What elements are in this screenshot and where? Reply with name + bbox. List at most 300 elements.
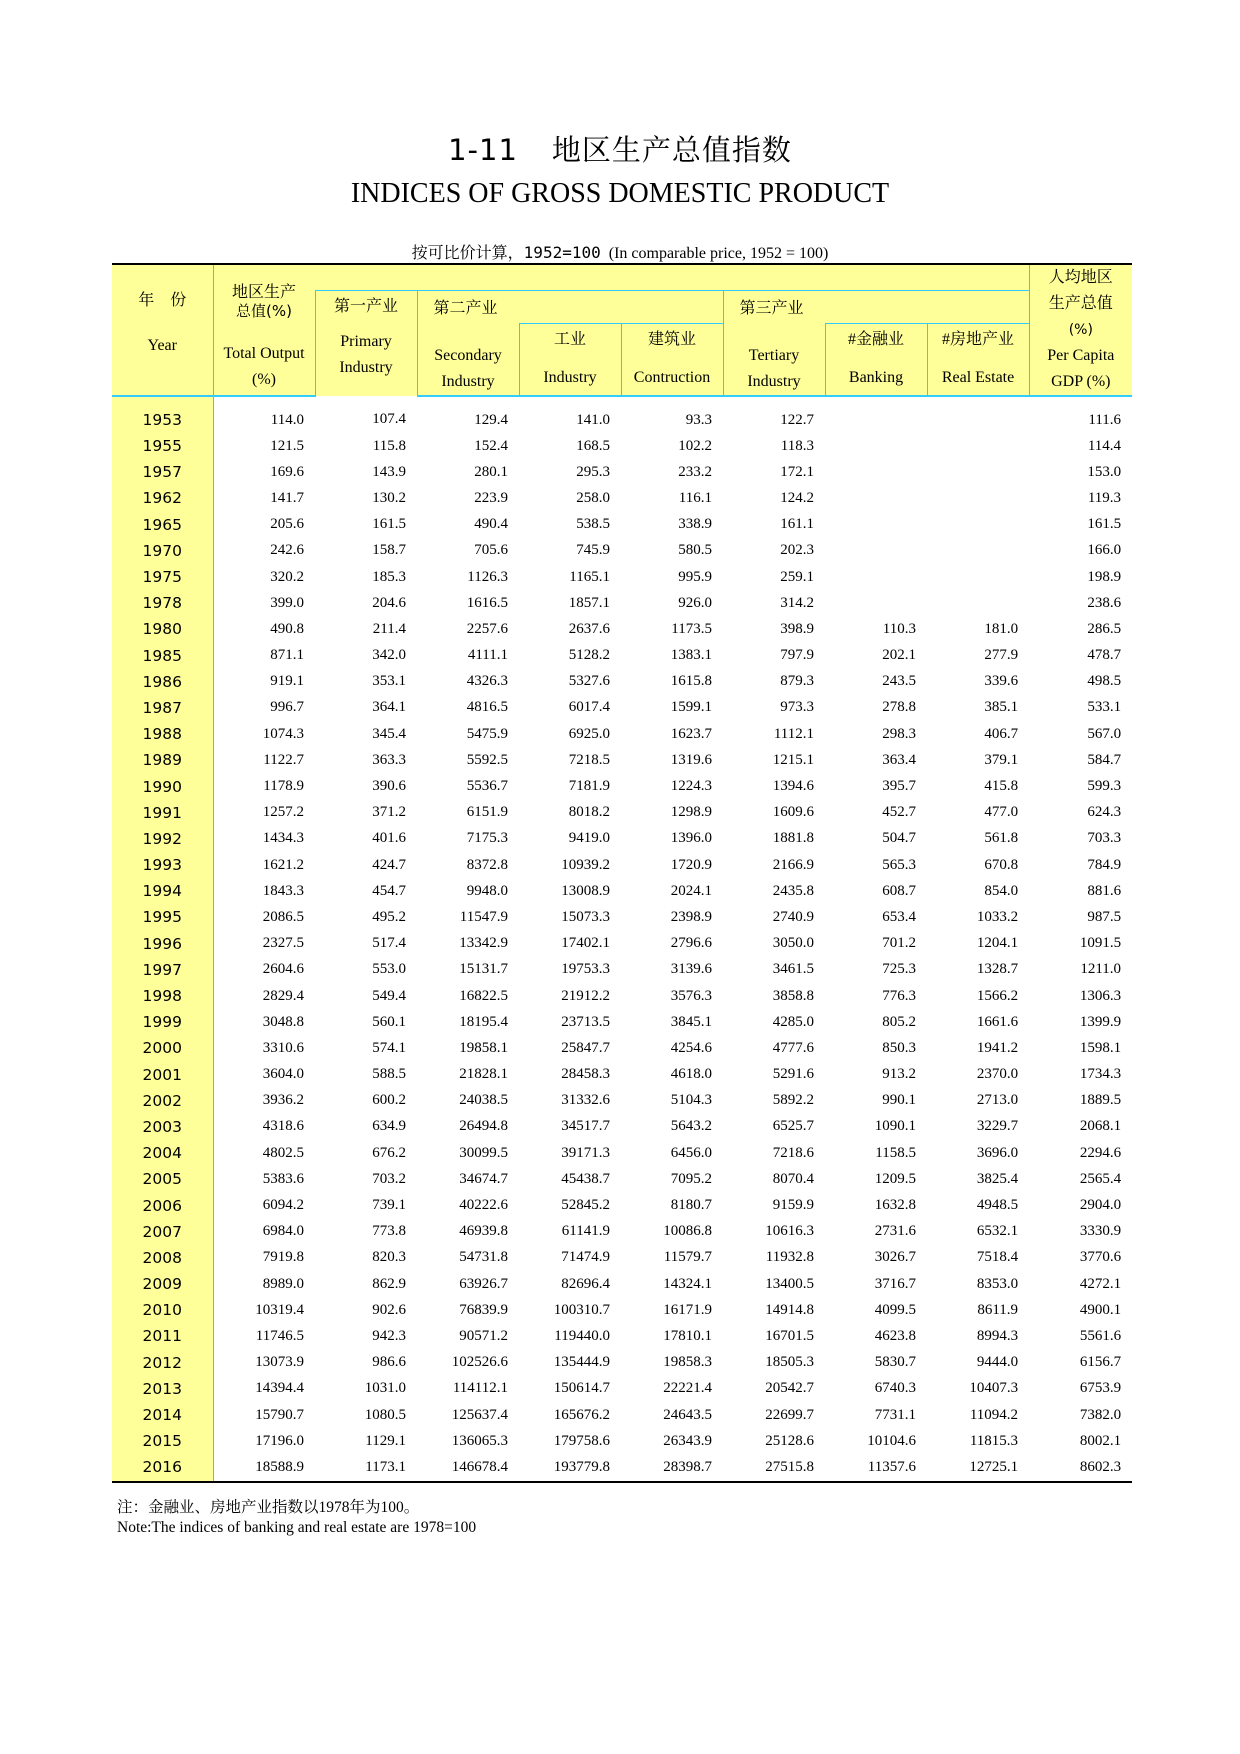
value-cell: 4285.0 [772,1013,814,1030]
table-row [112,616,1132,642]
value-cell: 364.1 [372,699,406,716]
year-cell: 1980 [112,616,213,642]
value-cell: 16822.5 [459,987,508,1004]
value-cell: 538.5 [576,516,610,533]
value-cell: 7731.1 [874,1406,916,1423]
value-cell: 353.1 [372,673,406,690]
value-cell: 3716.7 [874,1275,916,1292]
value-cell: 703.2 [372,1170,406,1187]
value-cell: 20542.7 [765,1380,814,1397]
value-cell: 424.7 [372,856,406,873]
value-cell: 490.4 [474,516,508,533]
value-cell: 2257.6 [466,620,508,637]
value-cell: 1599.1 [670,699,712,716]
year-cell: 1995 [112,904,213,930]
table-row [112,721,1132,747]
table-row [112,931,1132,957]
value-cell: 1661.6 [976,1013,1019,1030]
value-cell: 8180.7 [670,1197,712,1214]
value-cell [927,538,1029,564]
value-cell: 3696.0 [976,1144,1019,1161]
value-cell: 797.9 [780,647,814,664]
year-cell: 1994 [112,878,213,904]
table-row [112,878,1132,904]
table-row [112,1219,1132,1245]
tertiary-header-cn: 第三产业 [723,290,825,323]
realestate-header: #房地产业 Real Estate [927,323,1029,396]
value-cell: 398.9 [780,620,814,637]
value-cell: 1298.9 [670,804,712,821]
year-cell: 2016 [112,1454,213,1481]
value-cell: 107.4 [372,411,406,427]
value-cell: 574.1 [372,1039,406,1056]
value-cell: 14394.4 [255,1380,304,1397]
value-cell: 567.0 [1087,725,1122,742]
value-cell: 1031.0 [364,1380,406,1397]
value-cell: 5892.2 [772,1092,814,1109]
year-cell: 2007 [112,1219,213,1245]
value-cell: 10616.3 [765,1223,814,1240]
value-cell: 114112.1 [452,1380,508,1397]
value-cell: 478.7 [1087,647,1122,664]
value-cell: 10939.2 [561,856,610,873]
value-cell: 19858.3 [663,1354,712,1371]
value-cell: 533.1 [1087,699,1122,716]
value-cell [927,396,1029,433]
value-cell: 8611.9 [977,1301,1019,1318]
value-cell: 9419.0 [568,830,610,847]
value-cell: 634.9 [372,1118,406,1135]
value-cell: 111.6 [1088,411,1122,428]
value-cell: 24643.5 [663,1406,712,1423]
year-cell: 2013 [112,1376,213,1402]
table-row [112,1323,1132,1349]
value-cell: 13073.9 [255,1354,304,1371]
value-cell: 169.6 [270,463,304,480]
table-row [112,983,1132,1009]
value-cell: 1720.9 [670,856,712,873]
note-en: Note:The indices of banking and real estate are 1978=100 [117,1519,477,1536]
value-cell: 399.0 [270,594,304,611]
value-cell: 278.8 [882,699,916,716]
value-cell: 385.1 [984,699,1019,716]
value-cell [927,485,1029,511]
value-cell: 504.7 [882,830,916,847]
value-cell: 136065.3 [451,1432,508,1449]
value-cell: 10407.3 [969,1380,1019,1397]
value-cell: 342.0 [372,647,406,664]
value-cell: 990.1 [882,1092,916,1109]
value-cell: 820.3 [372,1249,406,1266]
year-cell: 1962 [112,485,213,511]
value-cell: 129.4 [474,411,508,428]
value-cell: 6925.0 [568,725,610,742]
value-cell: 8602.3 [1029,1454,1132,1481]
value-cell: 286.5 [1087,620,1122,637]
year-cell: 1988 [112,721,213,747]
value-cell: 153.0 [1087,463,1122,480]
value-cell: 1857.1 [568,594,610,611]
value-cell: 608.7 [882,882,916,899]
value-cell: 1434.3 [262,830,304,847]
value-cell: 31332.6 [561,1092,610,1109]
value-cell: 363.3 [372,751,406,768]
value-cell: 4326.3 [466,673,508,690]
value-cell: 161.1 [780,516,814,533]
subtitle-en: (In comparable price, 1952 = 100) [608,245,829,262]
secondary-header-cn: 第二产业 [417,290,519,323]
value-cell: 3858.8 [772,987,814,1004]
value-cell: 8372.8 [466,856,508,873]
value-cell: 1173.5 [671,620,712,637]
value-cell: 2731.6 [874,1223,916,1240]
value-cell: 11357.6 [825,1454,927,1481]
value-cell: 739.1 [372,1197,406,1214]
value-cell: 3330.9 [1079,1223,1122,1240]
value-cell: 90571.2 [459,1327,508,1344]
value-cell: 973.3 [780,699,814,716]
table-row [112,459,1132,485]
value-cell: 517.4 [372,935,406,952]
table-row [112,1454,1132,1481]
value-cell: 553.0 [372,961,406,978]
value-cell: 1941.2 [976,1039,1019,1056]
value-cell: 121.5 [270,437,304,454]
value-cell: 146678.4 [417,1454,519,1481]
value-cell: 584.7 [1087,751,1122,768]
value-cell: 11547.9 [459,908,508,925]
value-cell: 3604.0 [262,1066,304,1083]
year-cell: 2001 [112,1062,213,1088]
value-cell: 6753.9 [1079,1380,1122,1397]
construction-header: 建筑业 Contruction [621,323,723,396]
value-cell: 4623.8 [874,1327,916,1344]
value-cell: 21912.2 [561,987,610,1004]
value-cell: 5592.5 [466,751,508,768]
value-cell: 11579.7 [663,1249,712,1266]
value-cell: 23713.5 [561,1013,610,1030]
value-cell: 152.4 [474,437,508,454]
table-row [112,826,1132,852]
value-cell: 561.8 [984,830,1019,847]
year-cell: 2011 [112,1323,213,1349]
value-cell: 745.9 [576,542,610,559]
year-cell: 1996 [112,931,213,957]
value-cell: 670.8 [984,856,1019,873]
value-cell: 5536.7 [466,778,508,795]
value-cell: 7919.8 [262,1249,304,1266]
year-cell: 2000 [112,1035,213,1061]
value-cell: 3576.3 [670,987,712,1004]
value-cell: 5475.9 [466,725,508,742]
value-cell: 211.4 [372,620,406,637]
year-cell: 2005 [112,1166,213,1192]
value-cell: 135444.9 [553,1354,610,1371]
value-cell: 495.2 [372,908,406,925]
value-cell [927,459,1029,485]
value-cell: 1394.6 [772,778,814,795]
value-cell: 259.1 [780,568,814,585]
industry-header: 工业 Industry [519,323,621,396]
table-row [112,1088,1132,1114]
table-row [112,1350,1132,1376]
value-cell: 223.9 [474,489,508,506]
table-row [112,1035,1132,1061]
year-cell: 2010 [112,1297,213,1323]
value-cell: 122.7 [780,411,814,428]
value-cell: 26494.8 [459,1118,508,1135]
value-cell: 3845.1 [670,1013,712,1030]
year-cell: 1999 [112,1009,213,1035]
value-cell: 5561.6 [1079,1327,1122,1344]
year-cell: 1997 [112,957,213,983]
value-cell: 19753.3 [561,961,610,978]
table-row [112,1428,1132,1454]
value-cell: 22221.4 [663,1380,712,1397]
value-cell: 4618.0 [670,1066,712,1083]
value-cell: 15131.7 [459,961,508,978]
table-row [112,1402,1132,1428]
table-row [112,904,1132,930]
secondary-header-span [519,290,723,323]
value-cell: 6156.7 [1079,1354,1122,1371]
value-cell: 8070.4 [772,1170,814,1187]
year-cell: 1993 [112,852,213,878]
value-cell: 93.3 [685,411,712,428]
value-cell: 1632.8 [874,1197,916,1214]
value-cell: 2713.0 [976,1092,1019,1109]
value-cell: 34517.7 [561,1118,610,1135]
value-cell: 71474.9 [561,1249,610,1266]
value-cell: 39171.3 [561,1144,610,1161]
value-cell: 3026.7 [874,1249,916,1266]
value-cell: 158.7 [372,542,406,559]
value-cell [825,538,927,564]
value-cell: 3048.8 [262,1013,304,1030]
year-cell: 1992 [112,826,213,852]
value-cell: 926.0 [678,594,712,611]
value-cell: 185.3 [372,568,406,585]
value-cell: 10086.8 [663,1223,712,1240]
header-spacer [315,264,1029,290]
value-cell: 40222.6 [459,1197,508,1214]
value-cell: 13342.9 [459,935,508,952]
value-cell: 701.2 [882,935,916,952]
banking-header: #金融业 Banking [825,323,927,396]
value-cell: 141.7 [270,489,304,506]
table-row [112,1140,1132,1166]
year-cell: 2015 [112,1428,213,1454]
table-header [112,264,1132,396]
note-cn: 注：金融业、房地产业指数以1978年为100。 [117,1499,420,1516]
year-cell: 1990 [112,773,213,799]
table-body [112,396,1132,1482]
tertiary-header-span [825,290,1029,323]
value-cell: 498.5 [1087,673,1122,690]
value-cell: 395.7 [882,778,916,795]
value-cell: 258.0 [576,489,610,506]
value-cell: 15073.3 [561,908,610,925]
value-cell: 119.3 [1087,489,1122,506]
value-cell: 6094.2 [262,1197,304,1214]
value-cell: 114.0 [270,411,304,428]
value-cell: 3229.7 [976,1118,1019,1135]
value-cell: 1621.2 [262,856,304,873]
table-row [112,396,1132,433]
value-cell: 1204.1 [976,935,1019,952]
value-cell: 116.1 [678,489,712,506]
year-cell: 2012 [112,1350,213,1376]
value-cell: 15790.7 [255,1406,304,1423]
value-cell: 2904.0 [1079,1197,1122,1214]
primary-header: 第一产业 Primary Industry [315,290,417,396]
value-cell: 172.1 [780,463,814,480]
value-cell: 314.2 [780,594,814,611]
year-cell: 2009 [112,1271,213,1297]
page-title-cn [0,128,1240,169]
value-cell: 1881.8 [772,830,814,847]
year-cell: 1978 [112,590,213,616]
value-cell: 2435.8 [772,882,814,899]
value-cell: 871.1 [270,647,304,664]
table-row [112,1062,1132,1088]
value-cell: 233.2 [678,463,712,480]
value-cell: 4802.5 [262,1144,304,1161]
value-cell: 204.6 [372,594,406,611]
value-cell: 8002.1 [1079,1432,1122,1449]
value-cell [927,590,1029,616]
value-cell: 996.7 [270,699,304,716]
table-row [112,1376,1132,1402]
value-cell: 942.3 [372,1327,406,1344]
value-cell: 3936.2 [262,1092,304,1109]
value-cell: 10104.6 [867,1432,916,1449]
value-cell: 17810.1 [663,1327,712,1344]
value-cell [927,433,1029,459]
value-cell: 4254.6 [670,1039,712,1056]
value-cell: 363.4 [882,751,916,768]
value-cell: 179758.6 [553,1432,610,1449]
table-row [112,669,1132,695]
value-cell: 6532.1 [976,1223,1019,1240]
gdp-index-table [112,263,1132,1483]
value-cell: 7095.2 [670,1170,712,1187]
value-cell: 452.7 [882,804,916,821]
table-row [112,695,1132,721]
value-cell: 339.6 [984,673,1019,690]
value-cell: 599.3 [1087,778,1122,795]
value-cell: 3825.4 [976,1170,1019,1187]
table-row [112,512,1132,538]
value-cell: 345.4 [372,725,406,742]
value-cell: 987.5 [1087,908,1122,925]
value-cell: 1734.3 [1079,1066,1122,1083]
value-cell: 4272.1 [1079,1275,1122,1292]
value-cell: 7175.3 [466,830,508,847]
table-row [112,1192,1132,1218]
value-cell: 2637.6 [568,620,610,637]
value-cell: 6151.9 [466,804,508,821]
value-cell: 18588.9 [213,1454,315,1481]
value-cell: 4816.5 [466,699,508,716]
value-cell: 565.3 [882,856,916,873]
value-cell: 11746.5 [255,1327,304,1344]
subtitle [0,240,1240,263]
value-cell: 6456.0 [670,1144,712,1161]
year-cell: 1991 [112,800,213,826]
year-cell: 2014 [112,1402,213,1428]
value-cell: 6740.3 [874,1380,916,1397]
value-cell: 238.6 [1087,594,1122,611]
table-number: 1-11 [448,133,518,167]
value-cell: 653.4 [882,908,916,925]
value-cell: 7218.6 [772,1144,814,1161]
value-cell: 773.8 [372,1223,406,1240]
value-cell: 5128.2 [568,647,610,664]
value-cell: 5104.3 [670,1092,712,1109]
value-cell: 17196.0 [255,1432,304,1449]
value-cell: 28458.3 [561,1066,610,1083]
value-cell: 4777.6 [772,1039,814,1056]
value-cell: 102.2 [678,437,712,454]
year-cell: 1955 [112,433,213,459]
value-cell [825,512,927,538]
value-cell: 4318.6 [262,1118,304,1135]
value-cell: 8353.0 [976,1275,1019,1292]
value-cell: 2086.5 [262,908,304,925]
table-row [112,773,1132,799]
year-cell: 1957 [112,459,213,485]
table-row [112,957,1132,983]
value-cell: 1074.3 [262,725,304,742]
value-cell: 1215.1 [772,751,814,768]
value-cell: 776.3 [882,987,916,1004]
year-cell: 1989 [112,747,213,773]
value-cell: 6984.0 [262,1223,304,1240]
value-cell: 2604.6 [262,961,304,978]
year-cell: 1975 [112,564,213,590]
value-cell: 1165.1 [569,568,610,585]
year-cell: 1998 [112,983,213,1009]
value-cell: 5830.7 [874,1354,916,1371]
value-cell: 14324.1 [663,1275,712,1292]
value-cell: 805.2 [882,1013,916,1030]
title-cn-text: 地区生产总值指数 [551,133,792,167]
value-cell: 406.7 [984,725,1019,742]
table-row [112,800,1132,826]
subtitle-base: 1952=100 [523,243,601,262]
table-row [112,1297,1132,1323]
value-cell: 25847.7 [561,1039,610,1056]
year-header: 年 份 Year [112,264,213,396]
value-cell: 676.2 [372,1144,406,1161]
subtitle-cn: 按可比价计算， [411,245,524,262]
value-cell [825,433,927,459]
value-cell: 76839.9 [459,1301,508,1318]
value-cell: 995.9 [678,568,712,585]
value-cell: 46939.8 [459,1223,508,1240]
value-cell: 725.3 [882,961,916,978]
value-cell: 2740.9 [772,908,814,925]
value-cell: 193779.8 [519,1454,621,1481]
value-cell: 14914.8 [765,1301,814,1318]
value-cell: 298.3 [882,725,916,742]
value-cell: 2327.5 [262,935,304,952]
value-cell: 110.3 [882,620,916,637]
value-cell: 1178.9 [263,778,304,795]
table-row [112,590,1132,616]
value-cell: 862.9 [372,1275,406,1292]
